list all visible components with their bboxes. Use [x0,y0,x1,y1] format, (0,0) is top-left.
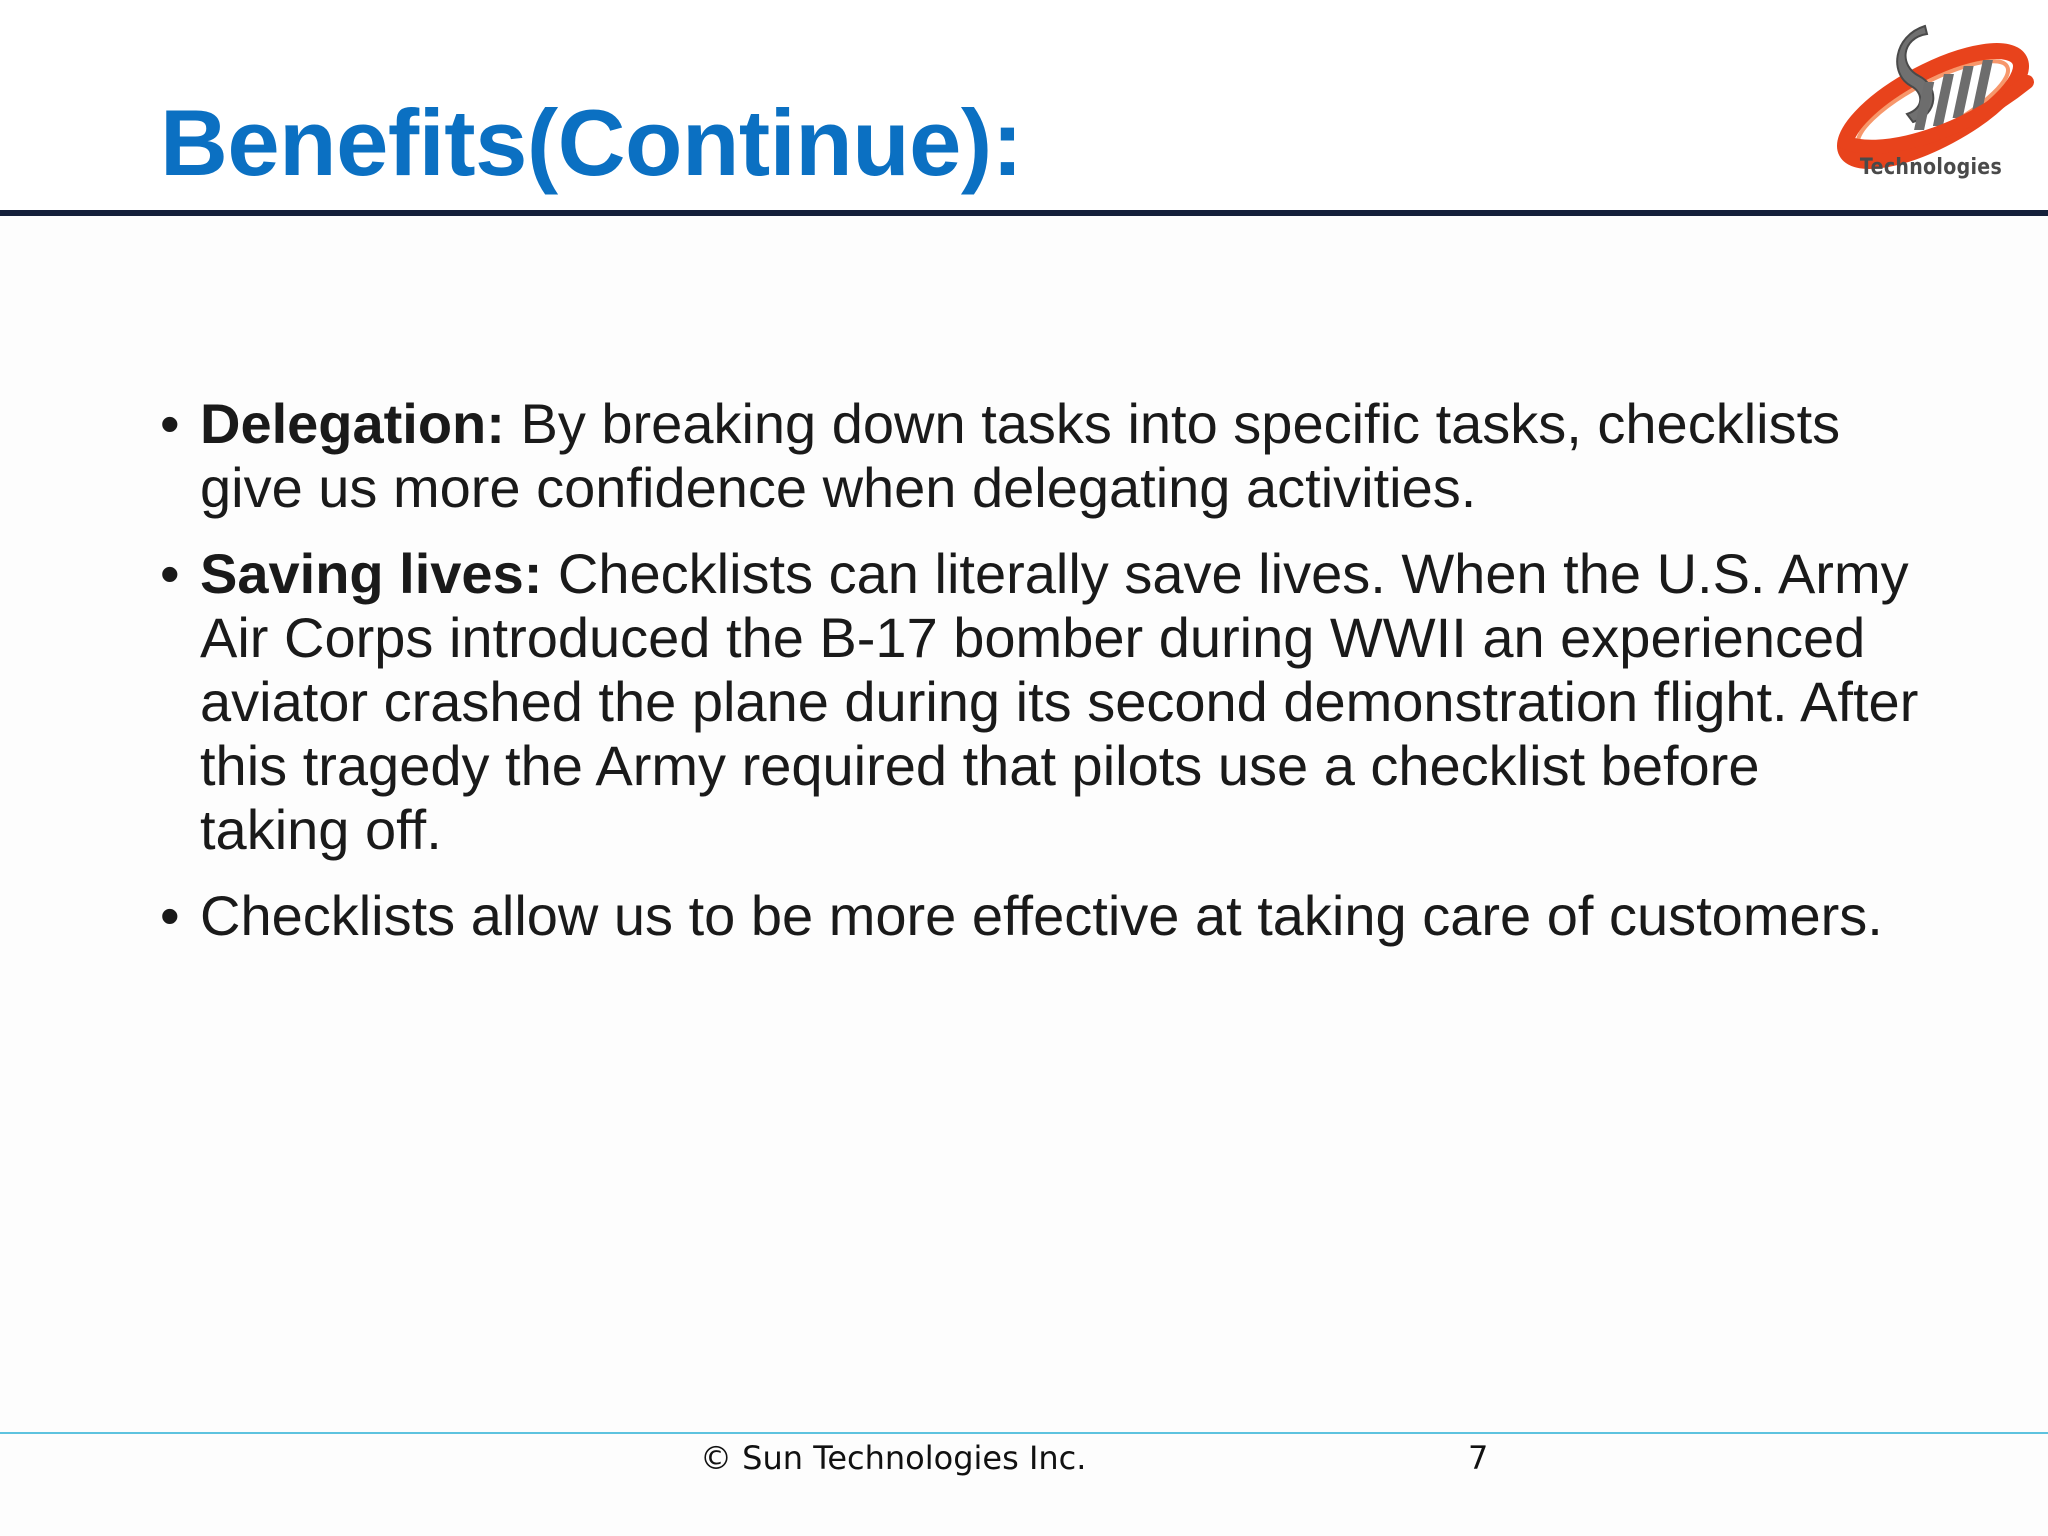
slide-header [0,0,2048,214]
company-logo [1815,22,2047,202]
footer-copyright: © Sun Technologies Inc. [700,1439,1087,1477]
slide-title: Benefits(Continue): [160,90,1023,195]
bullet-item-delegation [160,392,1920,520]
bullet-term: Delegation: [200,392,505,455]
bullet-text: Checklists allow us to be more effective at taking care of customers. [200,884,1883,947]
footer-divider [0,1432,2048,1434]
logo-caption: Technologies [1859,154,2003,180]
bullet-text: By breaking down tasks into specific tasks, checklists give us more confidence when delegating activities. [200,392,1841,519]
bullet-item-customers [160,884,1920,948]
bullet-text: Checklists can literally save lives. When the U.S. Army Air Corps introduced the B-17 bomber during WWII an experienced aviator crashed the plane during its second demonstration flight. After this tragedy the Army required that pilots use a checklist before taking off. [200,542,1919,861]
bullet-item-saving-lives [160,542,1920,862]
bullet-icon: • [160,884,180,947]
bullet-list [160,392,1920,970]
title-divider [0,210,2048,216]
bullet-term: Saving lives: [200,542,543,605]
page-number: 7 [1468,1439,1489,1477]
bullet-icon: • [160,392,180,455]
bullet-icon: • [160,542,180,605]
